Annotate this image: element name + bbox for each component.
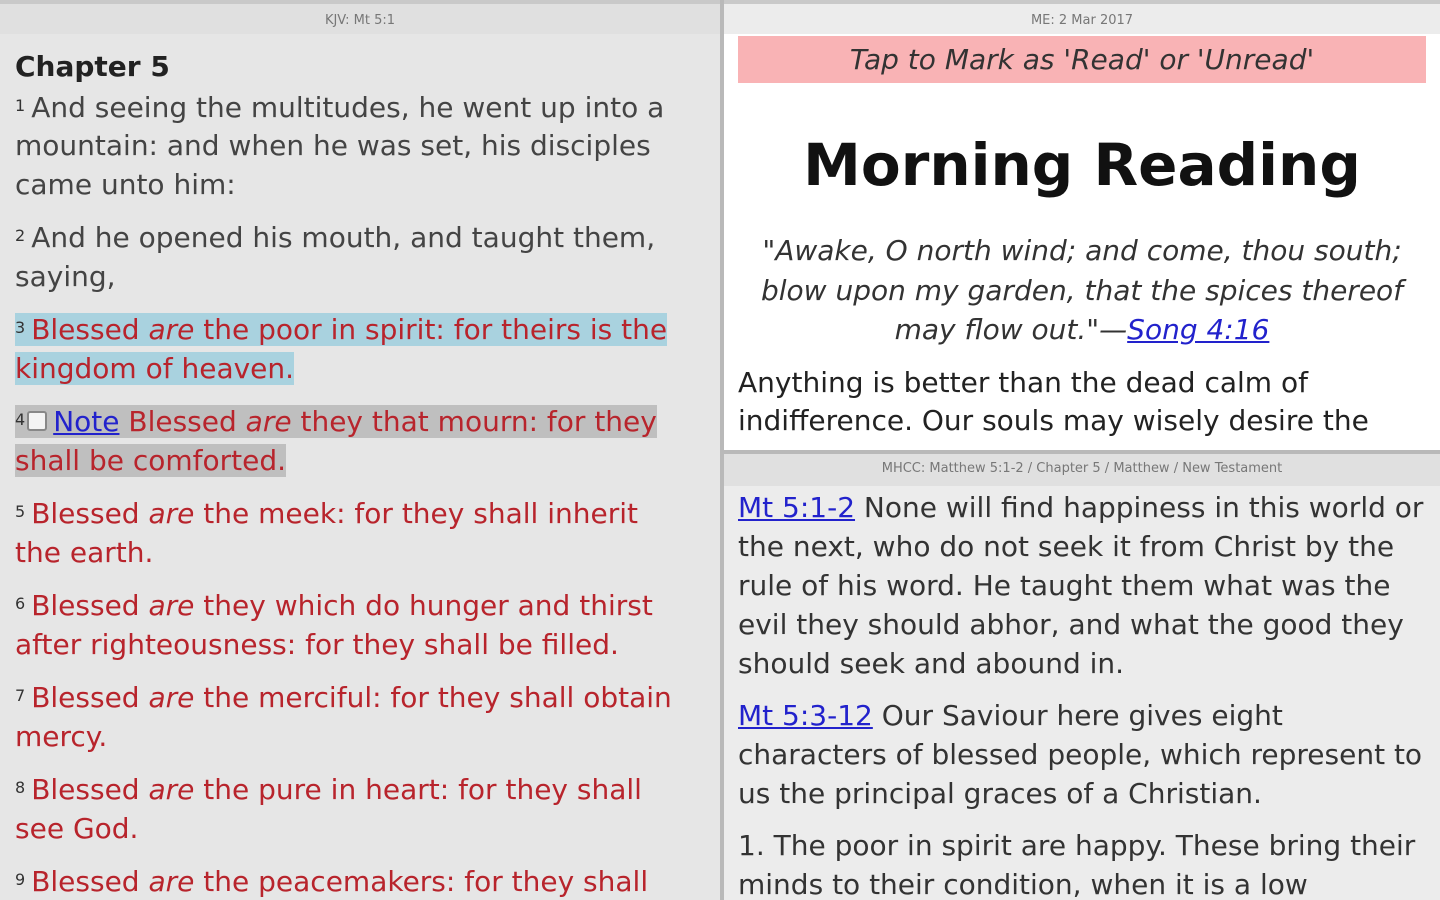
verse-text: And seeing the multitudes, he went up into a mountain: and when he was set, his disciples came unto him:: [15, 90, 665, 201]
verse-text-pre: Blessed: [31, 313, 149, 346]
verse-number: 4: [15, 410, 26, 429]
verse-number: 2: [15, 226, 26, 245]
verse-text-post: the pure in heart: for they shall see God.: [15, 773, 642, 845]
quote-text: "Awake, O north wind; and come, thou south; blow upon my garden, that the spices thereof may flow out."—: [760, 234, 1404, 346]
bible-pane-header[interactable]: KJV: Mt 5:1: [0, 0, 720, 34]
verse-text-post: the poor in spirit: for theirs is the kingdom of heaven.: [15, 313, 668, 385]
verse-text-italic: are: [245, 405, 292, 438]
verse-text-italic: are: [148, 681, 195, 714]
verse-text-pre: Blessed: [31, 589, 149, 622]
verse-text-post: the meek: for they shall inherit the earth.: [15, 497, 638, 569]
verse-number: 9: [15, 870, 26, 889]
verse-2[interactable]: [15, 219, 690, 296]
verse-text-italic: are: [148, 865, 195, 898]
verse-text-pre: Blessed: [31, 773, 149, 806]
verse-text-pre: Blessed: [31, 865, 149, 898]
commentary-paragraph: [738, 826, 1426, 900]
verse-text-pre: Blessed: [119, 405, 246, 438]
bible-text[interactable]: [0, 34, 720, 900]
commentary-reference-link[interactable]: Mt 5:3-12: [738, 699, 873, 732]
verse-number: 8: [15, 778, 26, 797]
verse-number: 6: [15, 594, 26, 613]
verse-4[interactable]: [15, 403, 690, 480]
verse-highlight: [15, 405, 657, 477]
verse-number: 5: [15, 502, 26, 521]
verse-text-post: the merciful: for they shall obtain mercy.: [15, 681, 672, 753]
verse-number: 3: [15, 318, 26, 337]
mark-read-button[interactable]: Tap to Mark as 'Read' or 'Unread': [738, 36, 1426, 83]
verse-text-pre: Blessed: [31, 497, 149, 530]
verse-text-pre: Blessed: [31, 681, 149, 714]
commentary-paragraph-text: None will find happiness in this world or the next, who do not seek it from Christ by the rule of his word. He taught them what was the evil they should abhor, and what the good they should seek and abound in.: [738, 491, 1424, 680]
verse-highlight: [15, 313, 667, 385]
note-link[interactable]: Note: [53, 405, 120, 438]
verse-number: 7: [15, 686, 26, 705]
quote-reference-link[interactable]: Song 4:16: [1127, 313, 1270, 346]
verse-6[interactable]: [15, 587, 690, 664]
devotional-pane[interactable]: [724, 0, 1440, 450]
devotional-title: Morning Reading: [803, 131, 1361, 199]
verse-text-post: the peacemakers: for they shall: [194, 865, 649, 898]
note-icon[interactable]: [27, 411, 47, 431]
verse-text-post: they that mourn: for they shall be comforted.: [15, 405, 657, 477]
verse-text-italic: are: [148, 497, 195, 530]
chapter-heading: Chapter 5: [15, 50, 170, 83]
commentary-paragraph-text: Our Saviour here gives eight characters of blessed people, which represent to us the principal graces of a Christian.: [738, 699, 1423, 810]
verse-7[interactable]: [15, 679, 690, 756]
commentary-pane-header[interactable]: MHCC: Matthew 5:1-2 / Chapter 5 / Matthew / New Testament: [724, 454, 1440, 486]
verse-text-post: they which do hunger and thirst after righteousness: for they shall be filled.: [15, 589, 653, 661]
commentary-paragraph: [738, 488, 1426, 683]
verse-text-italic: are: [148, 589, 195, 622]
devotional-pane-header[interactable]: ME: 2 Mar 2017: [724, 0, 1440, 34]
commentary-reference-link[interactable]: Mt 5:1-2: [738, 491, 856, 524]
verse-text: And he opened his mouth, and taught them, saying,: [15, 221, 656, 293]
verse-number: 1: [15, 95, 26, 115]
verse-text-italic: are: [148, 313, 195, 346]
verse-5[interactable]: [15, 495, 690, 572]
commentary-text[interactable]: [724, 486, 1440, 900]
verse-text-italic: are: [148, 773, 195, 806]
verse-3[interactable]: [15, 311, 690, 388]
commentary-paragraph-text: 1. The poor in spirit are happy. These bring their minds to their condition, when it is a low: [738, 829, 1416, 900]
verse-1[interactable]: [15, 89, 690, 205]
devotional-body: Anything is better than the dead calm of indifference. Our souls may wisely desire the: [738, 365, 1369, 437]
verse-9[interactable]: [15, 863, 690, 900]
devotional-quote: [724, 231, 1440, 350]
verse-8[interactable]: [15, 771, 690, 848]
commentary-paragraph: [738, 696, 1426, 813]
commentary-pane[interactable]: [724, 454, 1440, 900]
